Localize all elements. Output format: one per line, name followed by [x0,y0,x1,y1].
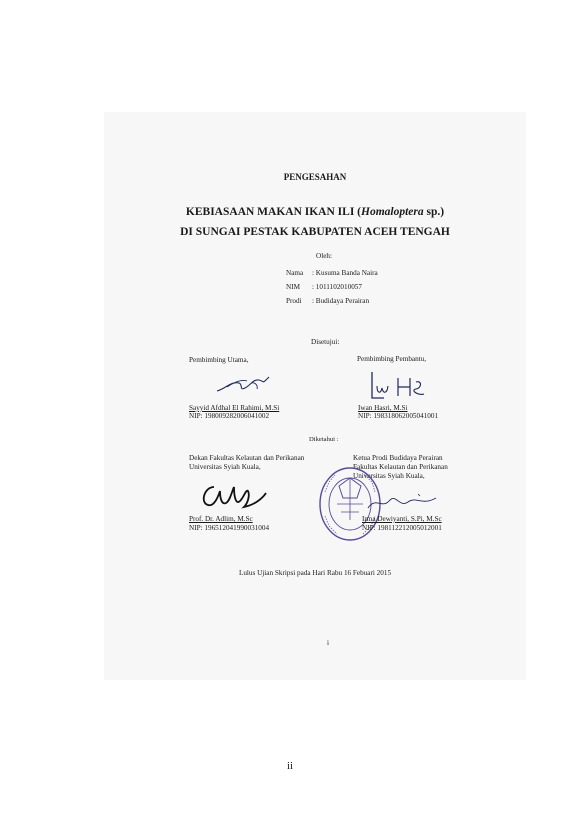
approved-label: Disetujui: [311,338,340,346]
head-role-line2: Fakultas Kelautan dan Perikanan [353,463,448,471]
name-label: Nama [286,269,304,277]
thesis-title-prefix: KEBIASAAN MAKAN IKAN ILI ( [185,206,361,218]
head-name: Irma Dewiyanti, S.Pi, M.Sc [362,515,442,523]
supervisor-assistant-nip: NIP: 198318062005041001 [358,412,439,420]
supervisor-assistant-signature [366,368,428,402]
supervisor-assistant-name: Iwan Hasri, M.Si [358,404,408,412]
head-role-line1: Ketua Prodi Budidaya Perairan [353,454,443,462]
supervisor-main-nip: NIP: 198009282006041002 [189,412,270,420]
page-title: PENGESAHAN [283,172,347,182]
nim-label: NIM [286,283,300,291]
nim-value: : 1011102010057 [312,283,362,291]
dean-signature [196,479,268,515]
head-role-line3: Universitas Syiah Kuala, [353,472,425,480]
supervisor-main-name: Sayyid Afdhal El Rahimi, M.Si [189,404,280,412]
thesis-title-line2: DI SUNGAI PESTAK KABUPATEN ACEH TENGAH [180,226,450,238]
graduation-note: Lulus Ujian Skripsi pada Hari Rabu 16 Febuari 2015 [238,569,392,577]
head-nip: NIP: 198112212005012001 [362,524,442,532]
dean-role-line2: Universitas Syiah Kuala, [189,463,261,471]
supervisor-assistant-role: Pembimbing Pembantu, [357,355,427,363]
acknowledged-label: Diketahui : [309,436,339,443]
by-label: Oleh: [316,252,332,260]
inner-page-number: i [327,639,329,647]
name-value: : Kusuma Banda Naira [312,269,378,277]
supervisor-main-role: Pembimbing Utama, [189,356,249,364]
head-signature [362,490,442,516]
scanned-page [104,112,526,680]
thesis-title-line1 [104,206,526,218]
dean-nip: NIP: 196512041990031004 [189,524,270,532]
prodi-value: : Budidaya Perairan [312,297,370,305]
dean-name: Prof. Dr. Adlim, M.Sc [189,515,253,523]
dean-role-line1: Dekan Fakultas Kelautan dan Perikanan [189,454,305,462]
thesis-title-italic: Homaloptera [361,206,424,218]
thesis-title-suffix: sp.) [423,206,445,218]
page-number: ii [287,760,294,772]
supervisor-main-signature [213,371,273,397]
prodi-label: Prodi [286,297,302,305]
